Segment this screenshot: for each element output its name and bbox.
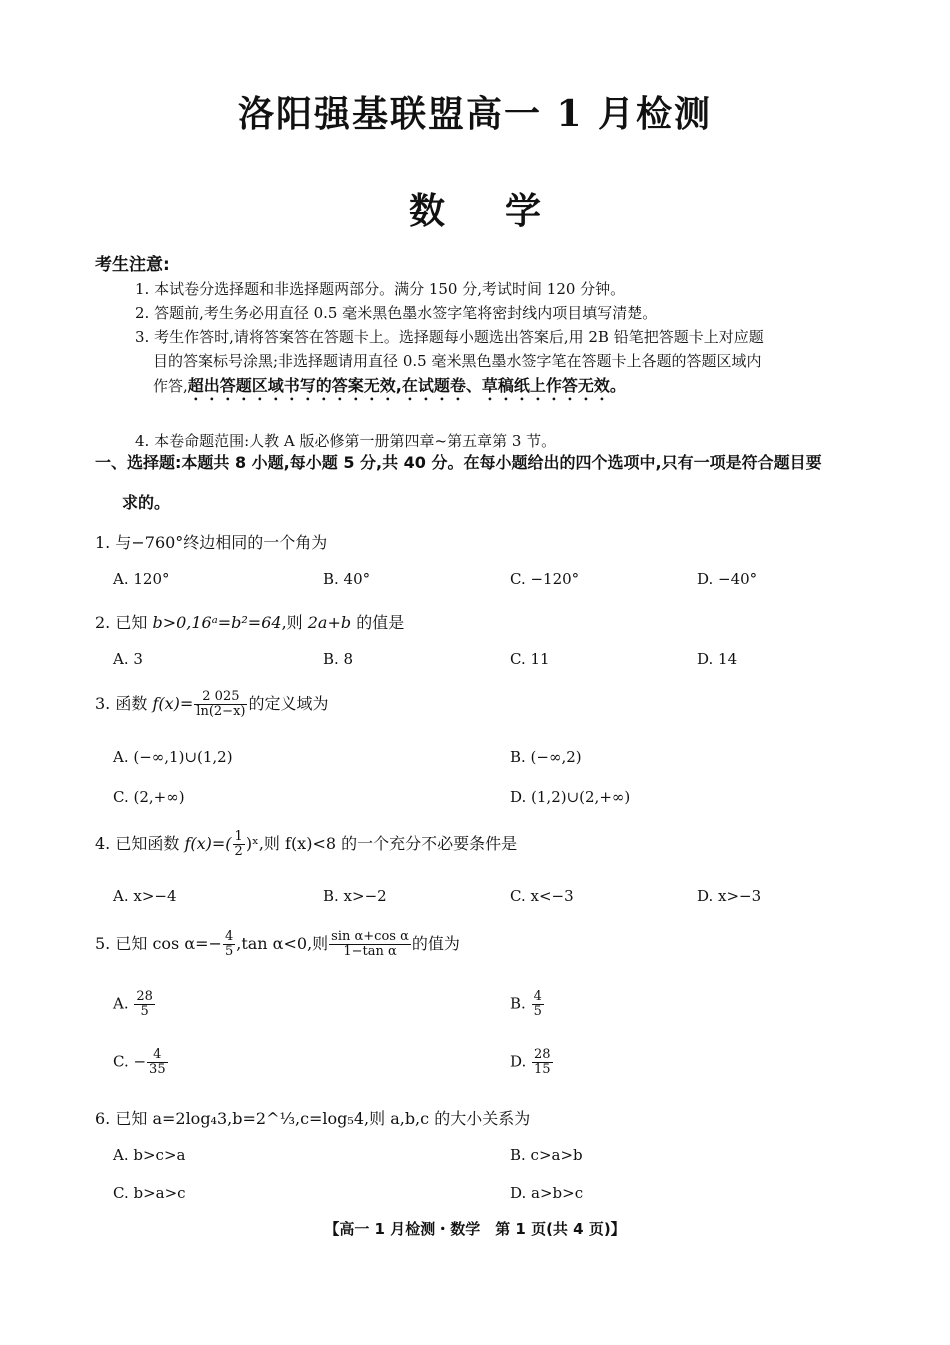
question-3-option-a: A. (−∞,1)∪(1,2) [113, 748, 233, 766]
question-2-stem [95, 610, 404, 633]
notice-heading: 考生注意: [95, 255, 170, 275]
option-numerator: 4 [533, 989, 542, 1004]
question-6-stem: 6. 已知 a=2log₄3,b=2^⅓,c=log₅4,则 a,b,c 的大小关系为 [95, 1109, 531, 1128]
question-6-option-a: A. b>c>a [113, 1146, 186, 1164]
option-fraction [532, 990, 544, 1019]
question-5-denominator-2: 1−tan α [343, 944, 397, 959]
question-4-prefix: 4. 已知函数 [95, 834, 185, 853]
question-3-prefix: 3. 函数 [95, 694, 153, 713]
question-2-condition: b>0,16ᵃ=b²=64 [152, 613, 282, 632]
question-3-suffix: 的定义域为 [248, 694, 329, 713]
question-5-fraction-1 [223, 930, 235, 959]
option-label: A. [113, 994, 134, 1013]
question-2-expression: 2a+b [307, 613, 352, 632]
question-4-numerator: 1 [234, 829, 243, 844]
question-3-fraction [194, 690, 247, 719]
option-label: B. [510, 994, 531, 1013]
question-6-option-c: C. b>a>c [113, 1184, 186, 1202]
question-1-option-c: C. −120° [510, 570, 580, 588]
question-4-option-c: C. x<−3 [510, 887, 574, 905]
question-3-function: f(x)= [152, 694, 194, 713]
question-5-option-b [510, 990, 545, 1019]
question-4-option-b: B. x>−2 [323, 887, 387, 905]
question-1-option-a: A. 120° [113, 570, 170, 588]
question-2-mid: ,则 [281, 613, 308, 632]
question-2-option-b: B. 8 [323, 650, 354, 668]
subject-title: 数学 [408, 190, 601, 232]
question-5-denominator-1: 5 [224, 944, 234, 959]
option-numerator: 28 [534, 1047, 551, 1062]
question-4-denominator: 2 [234, 844, 243, 859]
question-4-function: f(x)=( [184, 834, 232, 853]
option-fraction [532, 1048, 553, 1077]
question-5-numerator-2: sin α+cos α [331, 929, 409, 944]
question-4-option-a: A. x>−4 [113, 887, 177, 905]
question-5-prefix: 5. 已知 cos α=− [95, 934, 222, 953]
question-5-stem [95, 930, 460, 959]
option-label: C. − [113, 1052, 147, 1071]
question-2-prefix: 2. 已知 [95, 613, 153, 632]
question-4-option-d: D. x>−3 [697, 887, 762, 905]
notice-item-3-line-1: 3. 考生作答时,请将答案答在答题卡上。选择题每小题选出答案后,用 2B 铅笔把答题卡上对应题 [135, 328, 764, 346]
question-5-option-d [510, 1048, 554, 1077]
option-denominator: 15 [534, 1062, 551, 1077]
question-2-option-c: C. 11 [510, 650, 550, 668]
option-numerator: 28 [136, 989, 153, 1004]
question-1-option-b: B. 40° [323, 570, 371, 588]
question-5-numerator-1: 4 [224, 929, 234, 944]
question-5-suffix: 的值为 [411, 934, 460, 953]
option-fraction [147, 1048, 168, 1077]
option-numerator: 4 [147, 1048, 168, 1063]
notice-item-3-emphasis: 超出答题区域书写的答案无效,在试题卷、草稿纸上作答无效。 [187, 376, 626, 395]
option-label: D. [510, 1052, 532, 1071]
notice-item-2: 2. 答题前,考生务必用直径 0.5 毫米黑色墨水签字笔将密封线内项目填写清楚。 [135, 304, 658, 322]
question-5-option-a [113, 990, 156, 1019]
section-1-heading-cont: 求的。 [122, 493, 171, 512]
question-3-option-c: C. (2,+∞) [113, 788, 185, 806]
question-3-option-d: D. (1,2)∪(2,+∞) [510, 788, 631, 806]
question-5-fraction-2 [329, 930, 411, 959]
option-denominator: 5 [533, 1004, 542, 1019]
question-6-option-d: D. a>b>c [510, 1184, 584, 1202]
option-fraction [134, 990, 155, 1019]
notice-item-1: 1. 本试卷分选择题和非选择题两部分。满分 150 分,考试时间 120 分钟。 [135, 280, 626, 298]
question-1-stem: 1. 与−760°终边相同的一个角为 [95, 533, 328, 552]
notice-item-3-prefix: 作答, [153, 377, 188, 395]
question-2-suffix: 的值是 [351, 613, 405, 632]
notice-item-3-line-2: 目的答案标号涂黑;非选择题请用直径 0.5 毫米黑色墨水签字笔在答题卡上各题的答题区域内 [153, 352, 762, 370]
question-3-denominator: ln(2−x) [196, 704, 246, 719]
question-2-option-d: D. 14 [697, 650, 738, 668]
question-1-option-d: D. −40° [697, 570, 758, 588]
question-4-fraction [233, 830, 245, 859]
notice-item-4: 4. 本卷命题范围:人教 A 版必修第一册第四章~第五章第 3 节。 [135, 432, 557, 450]
question-5-option-c [113, 1048, 169, 1077]
notice-item-3-line-3 [153, 373, 626, 404]
question-4-stem [95, 830, 517, 859]
question-4-exponent: )ˣ [245, 834, 259, 853]
option-denominator: 35 [149, 1062, 166, 1077]
option-denominator: 5 [140, 1004, 149, 1019]
question-3-stem [95, 690, 328, 719]
question-5-mid: ,tan α<0,则 [236, 934, 329, 953]
question-3-numerator: 2 025 [194, 690, 247, 705]
question-6-option-b: B. c>a>b [510, 1146, 583, 1164]
question-2-option-a: A. 3 [113, 650, 143, 668]
exam-title: 洛阳强基联盟高一 1 月检测 [237, 93, 713, 135]
question-3-option-b: B. (−∞,2) [510, 748, 582, 766]
question-4-suffix: ,则 f(x)<8 的一个充分不必要条件是 [258, 834, 518, 853]
page-footer: 【高一 1 月检测・数学 第 1 页(共 4 页)】 [324, 1220, 626, 1238]
section-1-heading: 一、选择题:本题共 8 小题,每小题 5 分,共 40 分。在每小题给出的四个选项中,只有一项是符合题目要 [95, 453, 822, 472]
